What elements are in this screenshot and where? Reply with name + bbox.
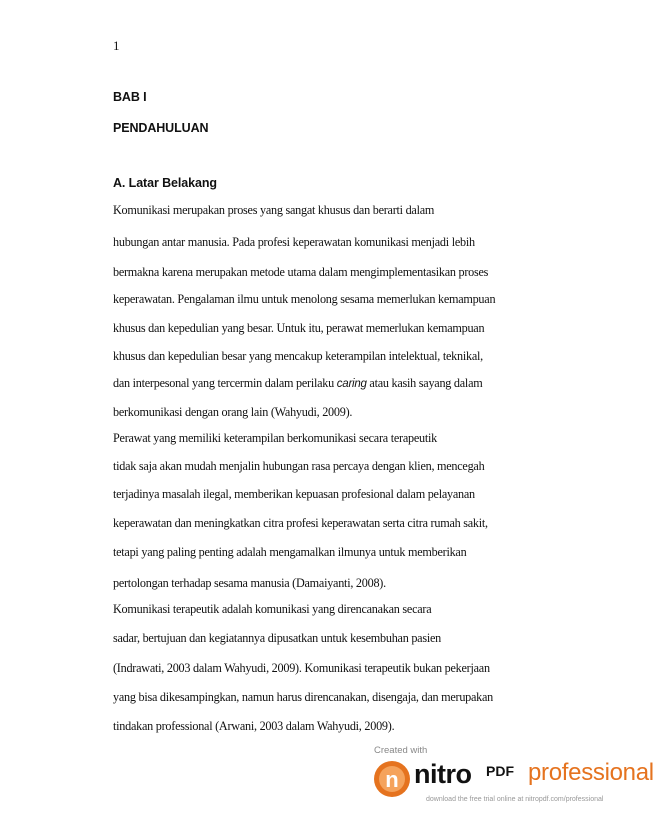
text-line: terjadinya masalah ilegal, memberikan kepuasan profesional dalam pelayanan bbox=[113, 487, 475, 501]
watermark-brand-suffix: PDF bbox=[486, 763, 514, 779]
text-line: Komunikasi merupakan proses yang sangat khusus dan berarti dalam bbox=[113, 203, 435, 217]
nitro-logo-icon bbox=[372, 759, 412, 799]
text-line: khusus dan kepedulian besar yang mencakup keterampilan intelektual, teknikal, bbox=[113, 349, 483, 363]
text-line: tidak saja akan mudah menjalin hubungan rasa percaya dengan klien, mencegah bbox=[113, 459, 485, 473]
text-line: pertolongan terhadap sesama manusia (Damaiyanti, 2008). bbox=[113, 576, 386, 590]
page-number: 1 bbox=[113, 38, 120, 53]
text-line: keperawatan. Pengalaman ilmu untuk menolong sesama memerlukan kemampuan bbox=[113, 292, 496, 306]
chapter-title: PENDAHULUAN bbox=[113, 121, 209, 135]
watermark-created-with: Created with bbox=[374, 745, 428, 756]
nitro-watermark bbox=[372, 745, 654, 825]
text-line: Komunikasi terapeutik adalah komunikasi yang direncanakan secara bbox=[113, 602, 432, 616]
text-line: keperawatan dan meningkatkan citra profesi keperawatan serta citra rumah sakit, bbox=[113, 516, 488, 530]
text-segment: atau kasih sayang dalam bbox=[366, 376, 483, 390]
svg-text:n: n bbox=[385, 767, 399, 792]
text-line: hubungan antar manusia. Pada profesi keperawatan komunikasi menjadi lebih bbox=[113, 235, 475, 249]
watermark-tagline: download the free trial online at nitropdf.com/professional bbox=[426, 796, 604, 803]
text-line: (Indrawati, 2003 dalam Wahyudi, 2009). Komunikasi terapeutik bukan pekerjaan bbox=[113, 661, 490, 675]
text-line: Perawat yang memiliki keterampilan berkomunikasi secara terapeutik bbox=[113, 431, 437, 445]
watermark-edition: professional bbox=[528, 759, 654, 786]
text-line bbox=[113, 376, 482, 391]
italic-term: caring bbox=[336, 378, 367, 390]
text-line: khusus dan kepedulian yang besar. Untuk itu, perawat memerlukan kemampuan bbox=[113, 321, 485, 335]
text-line: tindakan professional (Arwani, 2003 dalam Wahyudi, 2009). bbox=[113, 719, 395, 733]
section-heading: A. Latar Belakang bbox=[113, 176, 217, 190]
chapter-heading: BAB I bbox=[113, 90, 147, 104]
text-line: bermakna karena merupakan metode utama dalam mengimplementasikan proses bbox=[113, 265, 489, 279]
text-line: sadar, bertujuan dan kegiatannya dipusatkan untuk kesembuhan pasien bbox=[113, 631, 441, 645]
text-segment: dan interpesonal yang tercermin dalam perilaku bbox=[113, 376, 337, 390]
text-line: tetapi yang paling penting adalah mengamalkan ilmunya untuk memberikan bbox=[113, 545, 467, 559]
text-line: yang bisa dikesampingkan, namun harus direncanakan, disengaja, dan merupakan bbox=[113, 690, 494, 704]
text-line: berkomunikasi dengan orang lain (Wahyudi, 2009). bbox=[113, 405, 353, 419]
watermark-brand: nitro bbox=[414, 759, 472, 789]
